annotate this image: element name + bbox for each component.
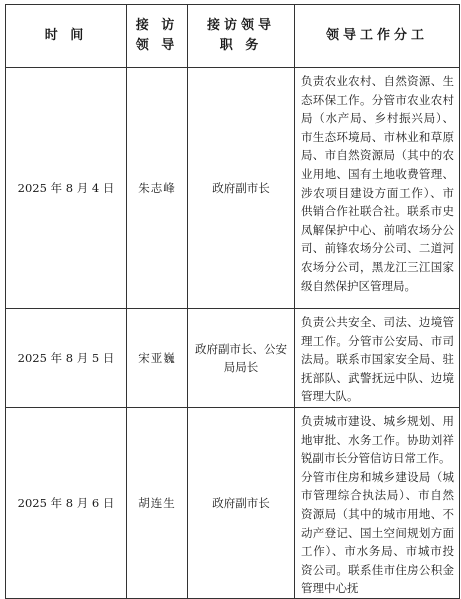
header-duty-label: 领导工作分工	[325, 28, 428, 43]
row-post: 政府副市长	[188, 68, 295, 309]
row-post: 政府副市长	[188, 408, 295, 599]
row-leader: 宋亚巍	[127, 309, 188, 408]
row-leader: 朱志峰	[127, 68, 188, 309]
duty-paragraph: 负责城市建设、城乡规划、用地审批、水务工作。协助刘祥锐副市长分管信访日常工作。	[301, 414, 454, 466]
row-time: 2025 年 8 月 4 日	[6, 68, 127, 309]
row-leader: 胡连生	[127, 408, 188, 599]
header-time-label: 时 间	[44, 28, 88, 43]
table-row	[6, 309, 460, 408]
duty-paragraph: 分管市住房和城乡建设局（城市管理综合执法局）、市自然资源局（其中的城市用地、不动产登记、国土空间规划方面工作）、市水务局、市城市投资公司。联系佳市住房公积金管理中心抚	[301, 469, 454, 596]
row-duty	[295, 408, 460, 599]
header-time	[6, 5, 127, 68]
header-leader-label: 接 访 领 导	[135, 18, 179, 53]
header-duty	[295, 5, 460, 68]
header-post	[188, 5, 295, 68]
row-time: 2025 年 8 月 5 日	[6, 309, 127, 408]
row-duty	[295, 309, 460, 408]
header-leader	[127, 5, 188, 68]
header-post-label: 接访领导 职 务	[206, 18, 275, 53]
table-row	[6, 408, 460, 599]
duty-paragraph: 负责公共安全、司法、边境管理工作。分管市公安局、市司法局。联系市国家安全局、驻抚部队、武警抚远中队、边境管理大队。	[301, 315, 454, 404]
duty-paragraph: 负责农业农村、自然资源、生态环保工作。分管市农业农村局（水产局、乡村振兴局）、市生态环境局、市林业和草原局、市自然资源局（其中的农业用地、国有土地收费管理、涉农项目建设方面工作）、市供销合作社联合社。联系市史凤解保护中心、前哨农场分公司、前锋农场分公司、二道河农场分公司，黑龙江三江国家级自然保护区管理局。	[301, 74, 454, 293]
table-row	[6, 68, 460, 309]
row-duty	[295, 68, 460, 309]
row-post: 政府副市长、公安局局长	[188, 309, 295, 408]
header-row	[6, 5, 460, 68]
row-time: 2025 年 8 月 6 日	[6, 408, 127, 599]
leader-reception-table	[5, 4, 460, 599]
